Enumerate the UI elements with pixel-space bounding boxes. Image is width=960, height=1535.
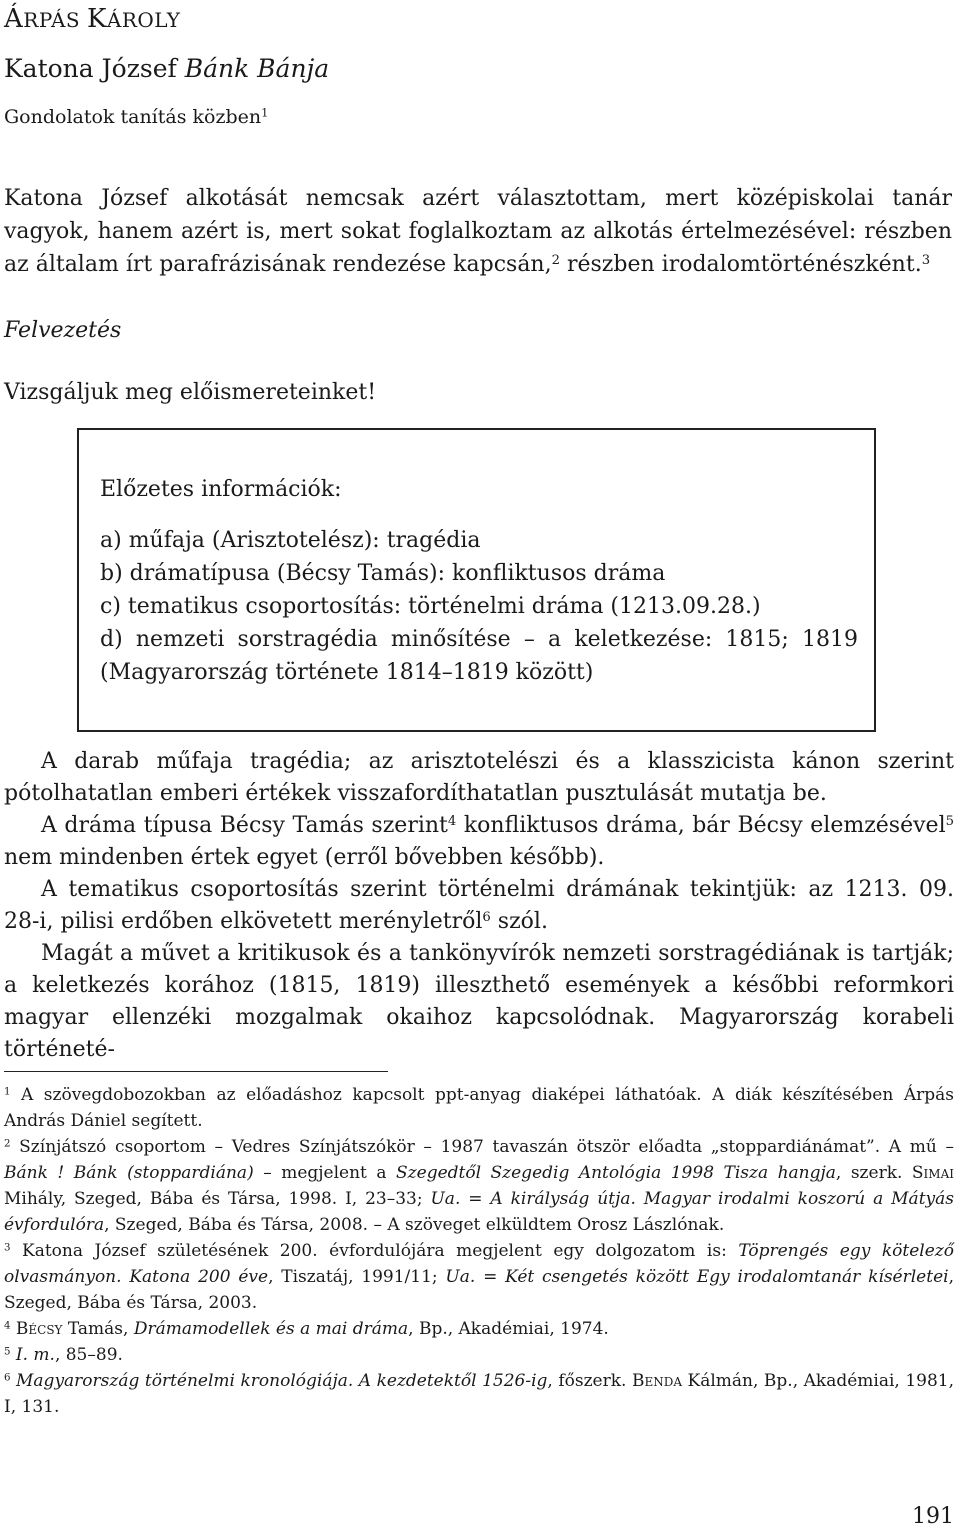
footnote-text: , Szeged, Bába és Társa, 2008. – A szöveget elküldtem Orosz Lászlónak. (104, 1215, 725, 1235)
footnote-ref-4[interactable]: 4 (447, 813, 457, 829)
footnote-italic: A királyság útja. Magyar irodalmi koszorú a Mátyás évfordulóra (4, 1189, 954, 1235)
footnote-italic: Drámamodellek és a mai dráma (133, 1319, 409, 1339)
footnote-text: – megjelent a (253, 1163, 397, 1183)
info-item: b) drámatípusa (Bécsy Tamás): konfliktusos dráma (100, 561, 666, 586)
footnote-number: 5 (4, 1346, 11, 1358)
footnote-ref-2[interactable]: 2 (551, 252, 560, 268)
body-text-span: konfliktusos dráma, bár Bécsy elemzésével (456, 813, 946, 838)
footnote-text: = (460, 1189, 491, 1209)
info-item: d) nemzeti sorstragédia minősítése – a keletkezése: 1815; 1819 (Magyarország története 1814–1819 között) (100, 627, 858, 685)
footnote-4 (4, 1316, 954, 1342)
footnote-text: Kálmán, Bp., Akadémiai, 1981, I, 131. (4, 1371, 954, 1417)
footnote-text: A szövegdobozokban az előadáshoz kapcsolt ppt-anyag diaképei láthatóak. A diák készítésében Árpás András Dániel segített. (4, 1085, 954, 1131)
subtitle-text: Gondolatok tanítás közben (4, 106, 262, 128)
footnote-italic: Két csengetés között Egy irodalomtanár kísérletei (505, 1267, 949, 1287)
article-title (4, 54, 329, 83)
footnote-italic: Szegedtől Szegedig Antológia 1998 Tisza hangja (396, 1163, 836, 1183)
footnote-smallcaps: Benda (631, 1371, 682, 1391)
footnote-number: 6 (4, 1372, 11, 1384)
body-paragraph-4: Magát a művet a kritikusok és a tankönyvírók nemzeti sorstragédiának is tartják; a keletkezés korához (1815, 1819) illeszthető események a későbbi reformkori magyar ellenzéki mozgalmak okaihoz kapcsolódnak. Magyarország korabeli történeté- (4, 941, 954, 1062)
info-box-list (100, 524, 858, 689)
title-plain: Katona József (4, 54, 185, 83)
footnote-italic: Ua. (445, 1267, 476, 1287)
footnote-divider (4, 1071, 388, 1072)
info-item: c) tematikus csoportosítás: történelmi dráma (1213.09.28.) (100, 594, 761, 619)
title-italic: Bánk Bánja (184, 54, 330, 83)
footnote-smallcaps: Bécsy (15, 1319, 63, 1339)
body-paragraph-2 (4, 810, 954, 874)
body-paragraph-1: A darab műfaja tragédia; az arisztotelészi és a klasszicista kánon szerint pótolhatatlan emberi értékek visszafordíthatatlan pusztulását mutatja be. (4, 749, 954, 806)
body-text-span: A dráma típusa Bécsy Tamás szerint (41, 813, 448, 838)
question-line: Vizsgáljuk meg előismereteinket! (4, 380, 377, 405)
footnote-5 (4, 1342, 954, 1368)
footnote-text: , Tiszatáj, 1991/11; (268, 1267, 446, 1287)
author-initial: Á (4, 4, 24, 34)
footnote-text: , 85–89. (54, 1345, 123, 1365)
footnote-ref-5[interactable]: 5 (945, 813, 954, 829)
intro-paragraph (4, 182, 952, 281)
footnote-text: Mihály, Szeged, Bába és Társa, 1998. I, 23–33; (4, 1189, 431, 1209)
footnote-text: , szerk. (835, 1163, 912, 1183)
footnotes (4, 1082, 954, 1420)
footnote-text: = (475, 1267, 506, 1287)
intro-text-2: részben irodalomtörténészként. (559, 252, 922, 277)
footnote-italic: I. m. (15, 1345, 55, 1365)
body-text-span: A tematikus csoportosítás szerint történelmi drámának tekintjük: az 1213. 09. 28-i, pilisi erdőben elkövetett merényletről (4, 877, 954, 934)
footnote-italic: Ua. (430, 1189, 461, 1209)
author-initial-2: K (86, 4, 107, 34)
footnote-text: Tamás, (62, 1319, 134, 1339)
footnote-text: , főszerk. (547, 1371, 632, 1391)
footnote-6 (4, 1368, 954, 1420)
body-text (4, 746, 954, 1066)
footnote-italic: Töprengés egy kötelező olvasmányon. Katona 200 éve (4, 1241, 954, 1287)
footnote-text: , Szeged, Bába és Társa, 2003. (4, 1267, 954, 1313)
author-smallcaps-1: RPÁS (23, 8, 87, 32)
footnote-italic: Bánk ! Bánk (stoppardiána) (4, 1163, 254, 1183)
footnote-text: Színjátszó csoportom – Vedres Színjátszókör – 1987 tavaszán ötször előadta „stoppardiánámat”. A mű – (10, 1137, 954, 1157)
body-text-span: nem mindenben értek egyet (erről bővebben később). (4, 845, 605, 870)
page-number: 191 (912, 1504, 954, 1529)
footnote-ref-3[interactable]: 3 (921, 252, 931, 268)
author-name (4, 4, 181, 34)
footnote-number: 3 (4, 1242, 11, 1254)
article-subtitle (4, 106, 268, 128)
section-heading: Felvezetés (4, 318, 122, 343)
footnote-3 (4, 1238, 954, 1316)
author-smallcaps-2: ÁROLY (106, 8, 181, 32)
footnote-number: 1 (4, 1086, 11, 1098)
footnote-smallcaps: Simai (911, 1163, 954, 1183)
body-text-span: szól. (490, 909, 548, 934)
info-item: a) műfaja (Arisztotelész): tragédia (100, 528, 481, 553)
footnote-text: Katona József születésének 200. évfordulójára megjelent egy dolgozatom is: (10, 1241, 739, 1261)
footnote-2 (4, 1134, 954, 1238)
footnote-text: , Bp., Akadémiai, 1974. (408, 1319, 609, 1339)
footnote-number: 2 (4, 1138, 11, 1150)
footnote-ref-1[interactable]: 1 (261, 105, 269, 120)
intro-text-1: Katona József alkotását nemcsak azért választottam, mert középiskolai tanár vagyok, hanem azért is, mert sokat foglalkoztam az alkotás értelmezésével: részben az általam írt parafrázisának rendezése kapcsán, (4, 186, 952, 277)
footnote-number: 4 (4, 1320, 11, 1332)
footnote-1 (4, 1082, 954, 1134)
body-paragraph-3 (4, 874, 954, 938)
info-box (77, 428, 876, 732)
info-box-title: Előzetes információk: (100, 477, 342, 502)
footnote-italic: Magyarország történelmi kronológiája. A kezdetektől 1526-ig (16, 1371, 548, 1391)
footnote-ref-6[interactable]: 6 (482, 909, 491, 925)
